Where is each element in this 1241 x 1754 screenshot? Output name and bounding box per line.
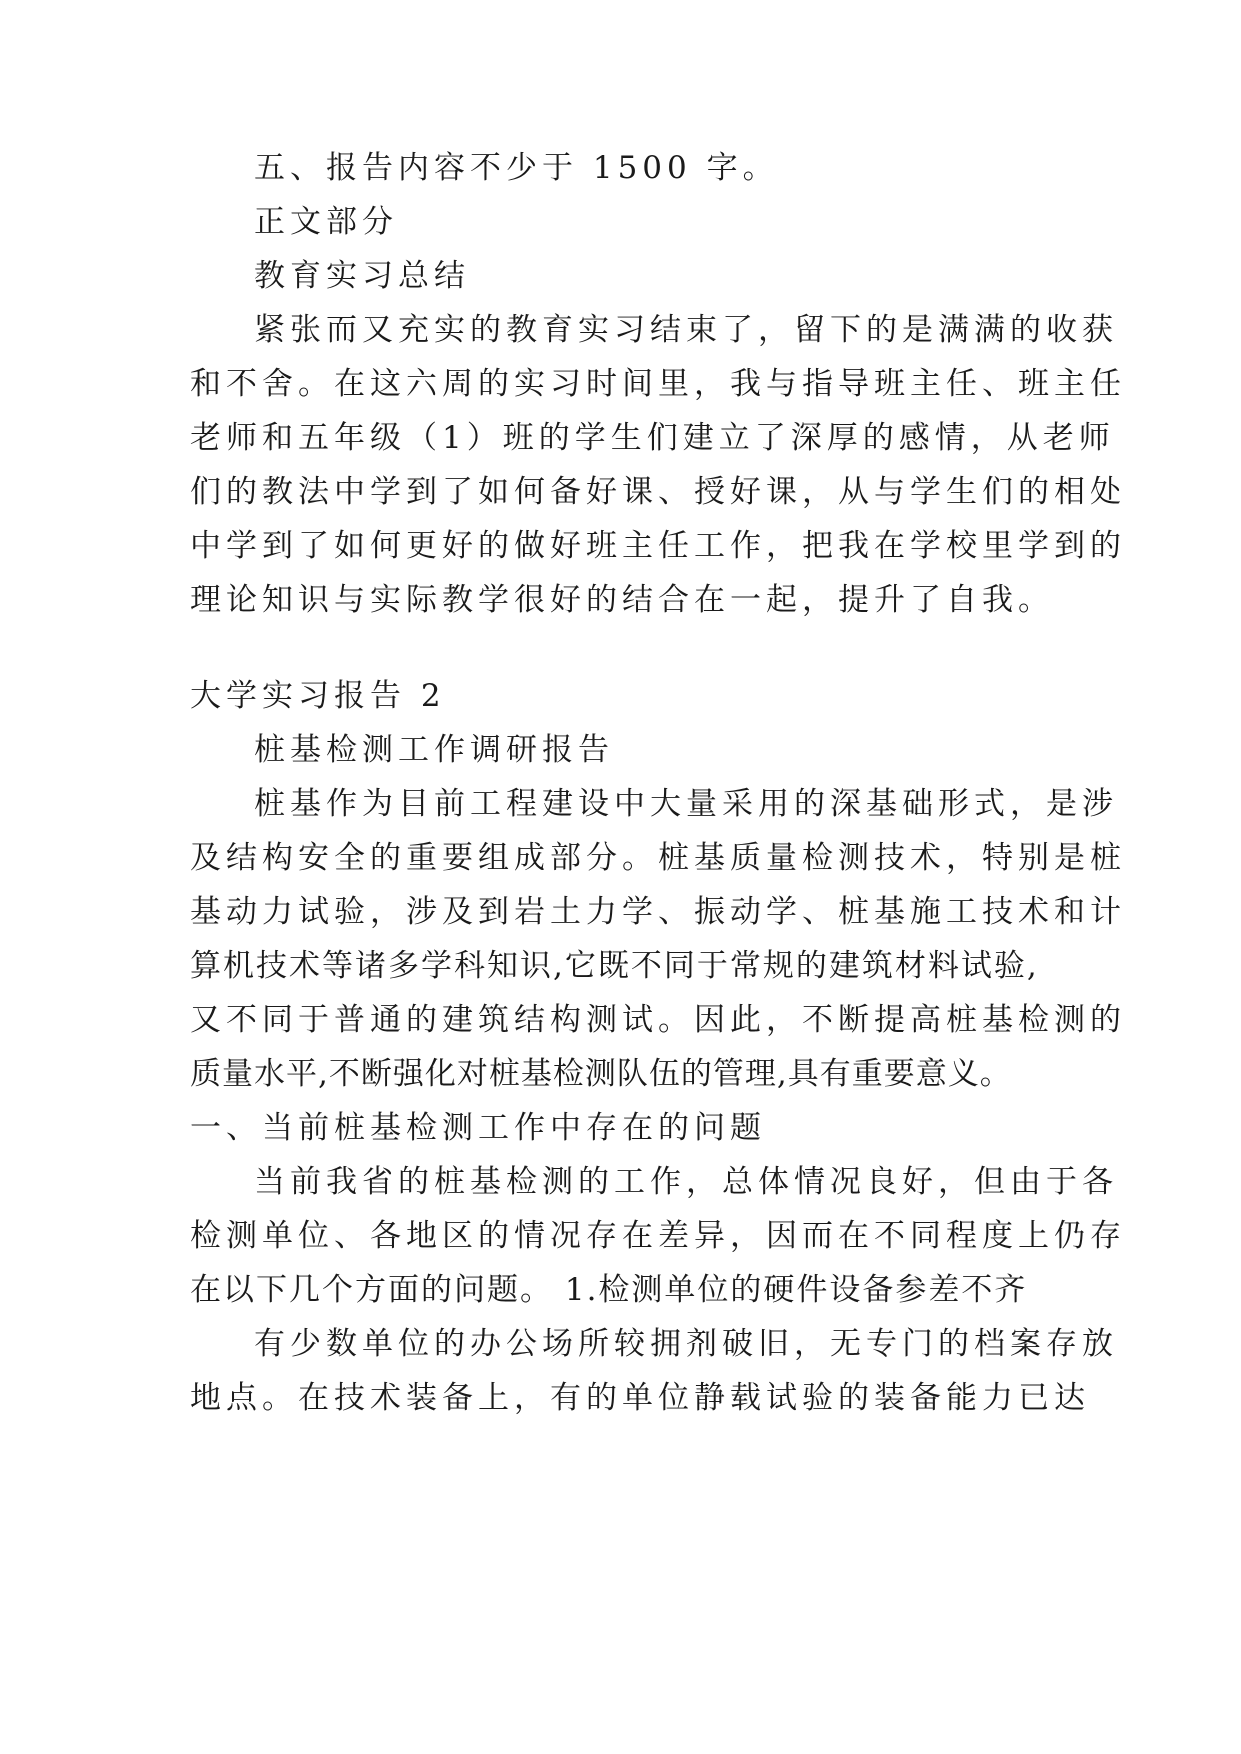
paragraph-line: 质量水平,不断强化对桩基检测队伍的管理,具有重要意义。 [190, 1056, 1012, 1092]
section-heading-current-problems: 一、当前桩基检测工作中存在的问题 [190, 1110, 766, 1146]
paragraph-line: 和不舍。在这六周的实习时间里，我与指导班主任、班主任 [190, 366, 1126, 402]
paragraph-line: 检测单位、各地区的情况存在差异，因而在不同程度上仍存 [190, 1218, 1126, 1254]
requirement-item-5: 五、报告内容不少于 1500 字。 [254, 150, 779, 186]
paragraph-line: 老师和五年级（1）班的学生们建立了深厚的感情，从老师 [190, 420, 1115, 456]
section-heading-main-text: 正文部分 [254, 204, 398, 240]
paragraph-line: 算机技术等诸多学科知识,它既不同于常规的建筑材料试验, [190, 948, 1039, 984]
subsection-title-education-internship: 教育实习总结 [254, 258, 470, 294]
paragraph-line: 基动力试验，涉及到岩土力学、振动学、桩基施工技术和计 [190, 894, 1126, 930]
paragraph-line: 在以下几个方面的问题。 1.检测单位的硬件设备参差不齐 [190, 1272, 1028, 1308]
paragraph-line: 们的教法中学到了如何备好课、授好课，从与学生们的相处 [190, 474, 1126, 510]
paragraph-line: 又不同于普通的建筑结构测试。因此，不断提高桩基检测的 [190, 1002, 1126, 1038]
paragraph-line: 及结构安全的重要组成部分。桩基质量检测技术，特别是桩 [190, 840, 1126, 876]
paragraph-line: 有少数单位的办公场所较拥剂破旧，无专门的档案存放 [254, 1326, 1118, 1362]
document-title: 大学实习报告 2 [190, 678, 446, 714]
paragraph-line: 紧张而又充实的教育实习结束了，留下的是满满的收获 [254, 312, 1118, 348]
paragraph-line: 理论知识与实际教学很好的结合在一起，提升了自我。 [190, 582, 1054, 618]
paragraph-line: 中学到了如何更好的做好班主任工作，把我在学校里学到的 [190, 528, 1126, 564]
paragraph-line: 桩基作为目前工程建设中大量采用的深基础形式，是涉 [254, 786, 1118, 822]
report-title: 桩基检测工作调研报告 [254, 732, 614, 768]
paragraph-line: 地点。在技术装备上，有的单位静载试验的装备能力已达 [190, 1380, 1090, 1416]
paragraph-line: 当前我省的桩基检测的工作，总体情况良好，但由于各 [254, 1164, 1118, 1200]
